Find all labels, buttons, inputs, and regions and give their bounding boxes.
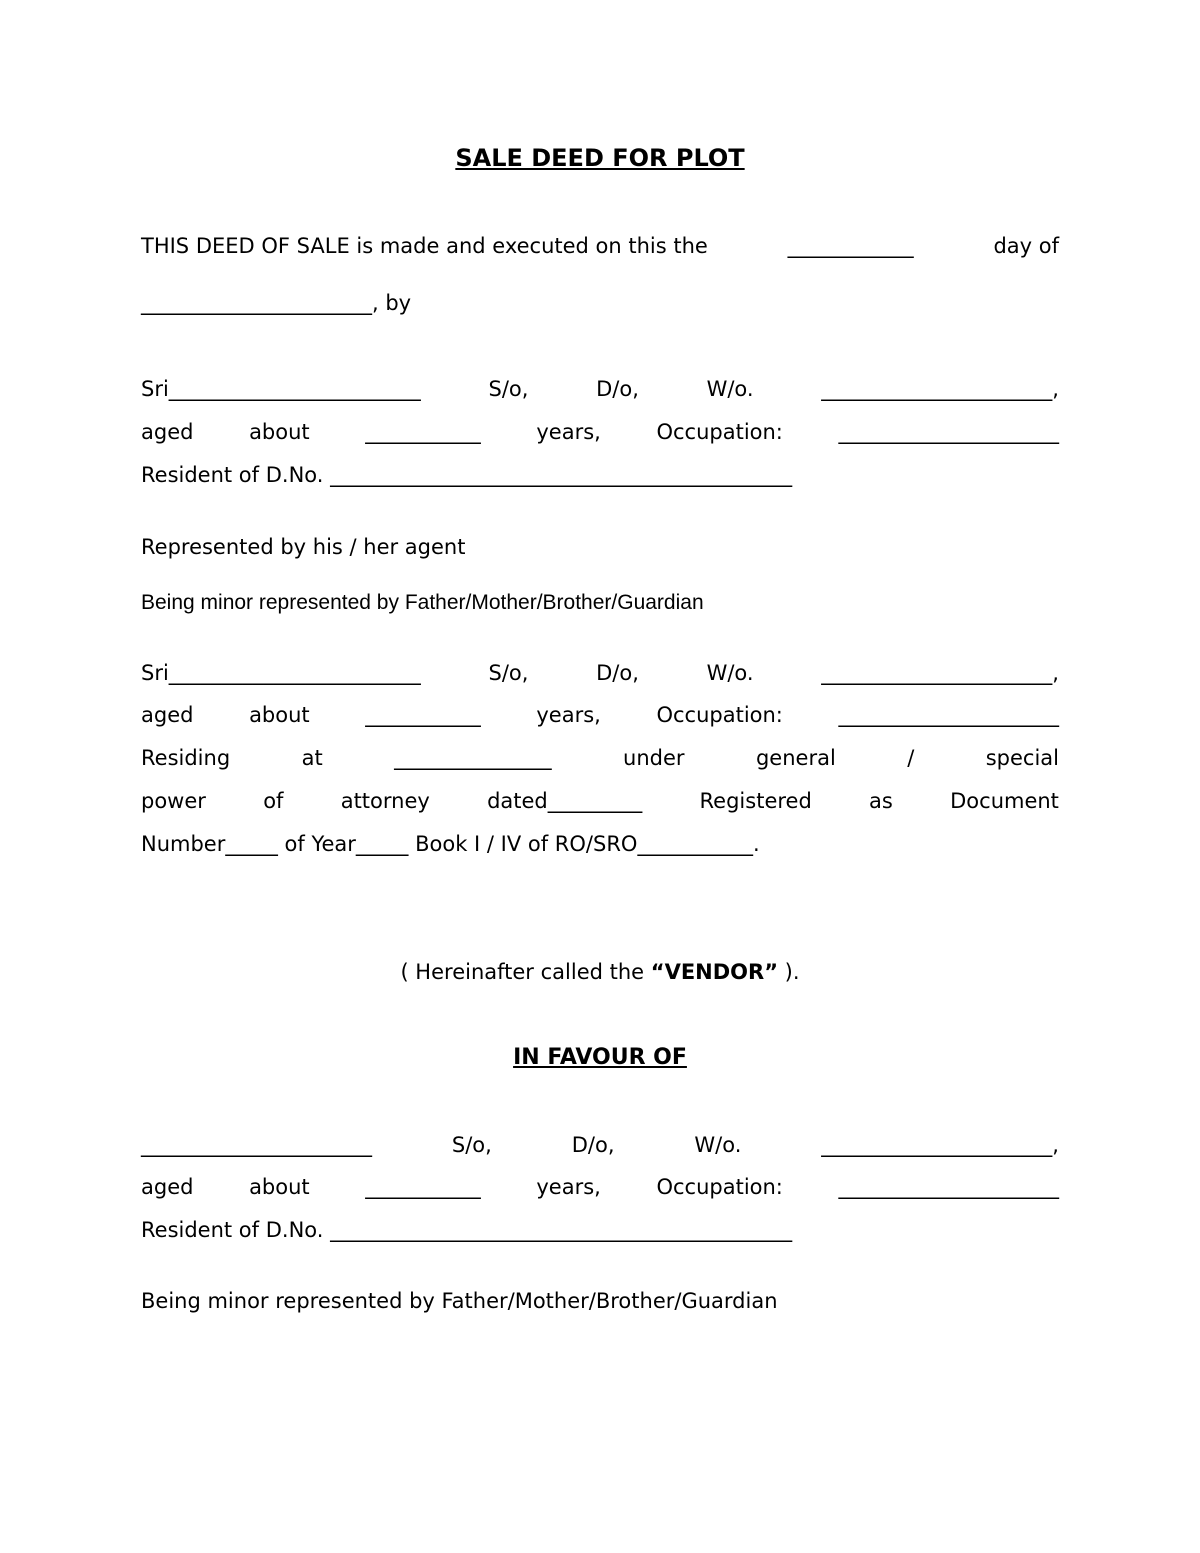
wo-label: W/o. [694, 1133, 742, 1157]
agent-residing-row [141, 748, 1059, 769]
aged-label: aged [141, 703, 194, 727]
being-minor-text-1: Being minor represented by Father/Mother/Brother/Guardian [141, 591, 704, 614]
age-blank: ___________ [365, 420, 481, 444]
do-label: D/o, [596, 661, 639, 685]
so-label: S/o, [451, 1133, 492, 1157]
power-label: power [141, 789, 206, 813]
vendee-name-row [141, 1135, 1059, 1156]
wo-label: W/o. [706, 661, 754, 685]
aged-label: aged [141, 1175, 194, 1199]
occupation-blank: _____________________ [838, 1175, 1059, 1199]
under-label: under [623, 746, 685, 770]
do-label: D/o, [571, 1133, 615, 1157]
dated-blank: dated_________ [487, 789, 643, 813]
being-minor-text-2: Being minor represented by Father/Mother/Brother/Guardian [141, 1289, 778, 1313]
intro-line-2: ______________________, by [141, 291, 412, 315]
age-blank: ___________ [365, 1175, 481, 1199]
special-label: special [985, 746, 1059, 770]
about-label: about [249, 1175, 310, 1199]
of-label: of [263, 789, 284, 813]
page-title: SALE DEED FOR PLOT [455, 144, 745, 172]
relation-blank: ______________________, [821, 377, 1059, 401]
occupation-label: Occupation: [656, 420, 783, 444]
attorney-label: attorney [340, 789, 430, 813]
years-label: years, [536, 1175, 601, 1199]
vendor-term: “VENDOR” [650, 960, 778, 984]
intro-text: THIS DEED OF SALE is made and executed on this the [141, 234, 708, 258]
document-label: Document [950, 789, 1059, 813]
at-label: at [301, 746, 323, 770]
age-blank: ___________ [365, 703, 481, 727]
agent-document-row: Number_____ of Year_____ Book I / IV of RO/SRO___________. [141, 832, 760, 856]
aged-label: aged [141, 420, 194, 444]
represented-by-text: Represented by his / her agent [141, 535, 466, 559]
as-label: as [869, 789, 893, 813]
day-of-text: day of [993, 234, 1059, 258]
date-blank: ____________ [787, 234, 914, 258]
so-label: S/o, [488, 377, 529, 401]
general-label: general [755, 746, 836, 770]
years-label: years, [536, 420, 601, 444]
so-label: S/o, [488, 661, 529, 685]
vendor-age-row [141, 422, 1059, 443]
vendee-age-row [141, 1177, 1059, 1198]
agent-name-row [141, 663, 1059, 684]
about-label: about [249, 420, 310, 444]
wo-label: W/o. [706, 377, 754, 401]
vendor-resident-row: Resident of D.No. ____________________________________________ [141, 463, 793, 487]
about-label: about [249, 703, 310, 727]
intro-line-1 [141, 236, 1059, 257]
agent-name-blank: Sri________________________ [141, 661, 421, 685]
occupation-label: Occupation: [656, 703, 783, 727]
slash-label: / [907, 746, 915, 770]
relation-blank: ______________________, [821, 1133, 1059, 1157]
occupation-blank: _____________________ [838, 703, 1059, 727]
occupation-label: Occupation: [656, 1175, 783, 1199]
vendee-resident-row: Resident of D.No. ____________________________________________ [141, 1218, 793, 1242]
do-label: D/o, [596, 377, 639, 401]
residing-label: Residing [141, 746, 231, 770]
hereinafter-prefix: ( Hereinafter called the [400, 960, 651, 984]
hereinafter-suffix: ). [778, 960, 800, 984]
vendor-name-row [141, 379, 1059, 400]
registered-label: Registered [699, 789, 812, 813]
agent-age-row [141, 705, 1059, 726]
occupation-blank: _____________________ [838, 420, 1059, 444]
vendor-name-blank: Sri________________________ [141, 377, 421, 401]
years-label: years, [536, 703, 601, 727]
residing-blank: _______________ [394, 746, 552, 770]
vendee-name-blank: ______________________ [141, 1133, 372, 1157]
in-favour-of-heading: IN FAVOUR OF [513, 1045, 687, 1070]
agent-poa-row [141, 791, 1059, 812]
relation-blank: ______________________, [821, 661, 1059, 685]
hereinafter-vendor [0, 962, 1200, 983]
